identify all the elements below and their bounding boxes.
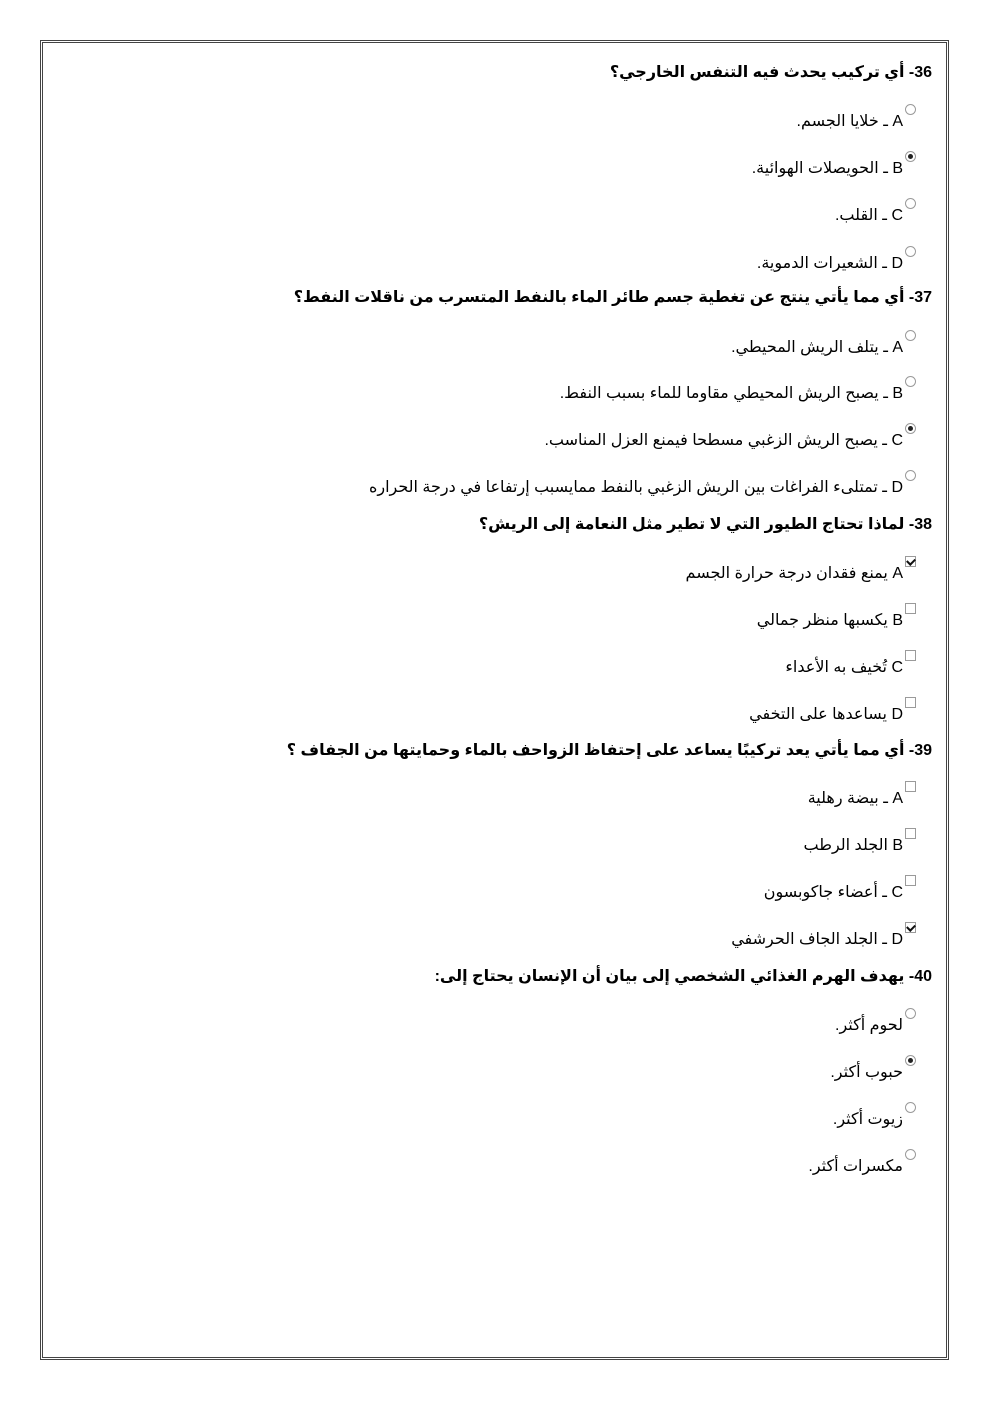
- checkbox[interactable]: [905, 875, 916, 886]
- option-38-b[interactable]: [757, 610, 916, 630]
- option-label: A ـ يتلف الريش المحيطي.: [731, 339, 903, 356]
- option-40-b[interactable]: [830, 1062, 916, 1082]
- option-40-a[interactable]: [835, 1015, 916, 1035]
- option-label: B يكسبها منظر جمالي: [756, 612, 903, 629]
- option-40-c[interactable]: [833, 1109, 916, 1129]
- option-label: B ـ يصبح الريش المحيطي مقاوما للماء بسبب النفط.: [559, 385, 903, 402]
- option-label: D ـ الشعيرات الدموية.: [756, 255, 903, 272]
- option-36-b[interactable]: [752, 158, 916, 178]
- radio-button[interactable]: [905, 470, 916, 481]
- radio-button-selected[interactable]: [905, 1055, 916, 1066]
- option-37-a[interactable]: [731, 337, 916, 357]
- option-38-a[interactable]: [686, 563, 916, 583]
- checkbox-checked[interactable]: [905, 556, 916, 567]
- option-label: D ـ تمتلىء الفراغات بين الريش الزغبي بالنفط ممايسبب إرتفاعا في درجة الحراره: [368, 479, 903, 496]
- option-label: C ـ يصبح الريش الزغبي مسطحا فيمنع العزل المناسب.: [544, 432, 903, 449]
- option-39-b[interactable]: [804, 835, 917, 855]
- option-label: لحوم أكثر.: [835, 1017, 903, 1034]
- option-label: حبوب أكثر.: [830, 1064, 903, 1081]
- question-37: 37- أي مما يأتي ينتج عن تغطية جسم طائر الماء بالنفط المتسرب من ناقلات النفط؟: [293, 289, 932, 306]
- question-40: 40- يهدف الهرم الغذائي الشخصي إلى بيان أن الإنسان يحتاج إلى:: [434, 968, 932, 985]
- radio-button[interactable]: [905, 376, 916, 387]
- option-label: مكسرات أكثر.: [808, 1158, 903, 1175]
- checkbox[interactable]: [905, 650, 916, 661]
- option-label: B الجلد الرطب: [803, 837, 903, 854]
- option-39-a[interactable]: [808, 788, 916, 808]
- radio-button[interactable]: [905, 198, 916, 209]
- option-38-d[interactable]: [749, 704, 916, 724]
- question-36: 36- أي تركيب يحدث فيه التنفس الخارجي؟: [609, 64, 932, 81]
- option-label: C ـ أعضاء جاكوبسون: [763, 884, 903, 901]
- option-36-c[interactable]: [835, 205, 916, 225]
- option-label: زيوت أكثر.: [832, 1111, 903, 1128]
- option-label: A ـ بيضة رهلية: [807, 790, 903, 807]
- option-36-d[interactable]: [757, 253, 916, 273]
- option-label: D يساعدها على التخفي: [749, 706, 903, 723]
- checkbox[interactable]: [905, 697, 916, 708]
- option-39-c[interactable]: [764, 882, 916, 902]
- option-36-a[interactable]: [797, 111, 916, 131]
- radio-button[interactable]: [905, 1149, 916, 1160]
- radio-button-selected[interactable]: [905, 151, 916, 162]
- option-label: A يمنع فقدان درجة حرارة الجسم: [685, 565, 903, 582]
- radio-button[interactable]: [905, 246, 916, 257]
- option-label: C تُخيف به الأعداء: [785, 659, 903, 676]
- radio-button[interactable]: [905, 1102, 916, 1113]
- option-label: A ـ خلايا الجسم.: [796, 113, 903, 130]
- option-37-c[interactable]: [544, 430, 916, 450]
- option-label: B ـ الحويصلات الهوائية.: [751, 160, 903, 177]
- checkbox[interactable]: [905, 781, 916, 792]
- radio-button[interactable]: [905, 330, 916, 341]
- radio-button[interactable]: [905, 104, 916, 115]
- question-38: 38- لماذا تحتاج الطيور التي لا تطير مثل النعامة إلى الريش؟: [478, 516, 932, 533]
- option-37-b[interactable]: [560, 383, 916, 403]
- radio-button[interactable]: [905, 1008, 916, 1019]
- option-label: C ـ القلب.: [834, 207, 903, 224]
- checkbox[interactable]: [905, 828, 916, 839]
- checkbox[interactable]: [905, 603, 916, 614]
- radio-button-selected[interactable]: [905, 423, 916, 434]
- checkbox-checked[interactable]: [905, 922, 916, 933]
- question-39: 39- أي مما يأتي يعد تركيبًا يساعد على إحتفاظ الزواحف بالماء وحمايتها من الجفاف ؟: [286, 742, 932, 759]
- option-37-d[interactable]: [369, 477, 916, 497]
- option-39-d[interactable]: [731, 929, 916, 949]
- option-label: D ـ الجلد الجاف الحرشفي: [731, 931, 903, 948]
- option-40-d[interactable]: [808, 1156, 916, 1176]
- option-38-c[interactable]: [785, 657, 916, 677]
